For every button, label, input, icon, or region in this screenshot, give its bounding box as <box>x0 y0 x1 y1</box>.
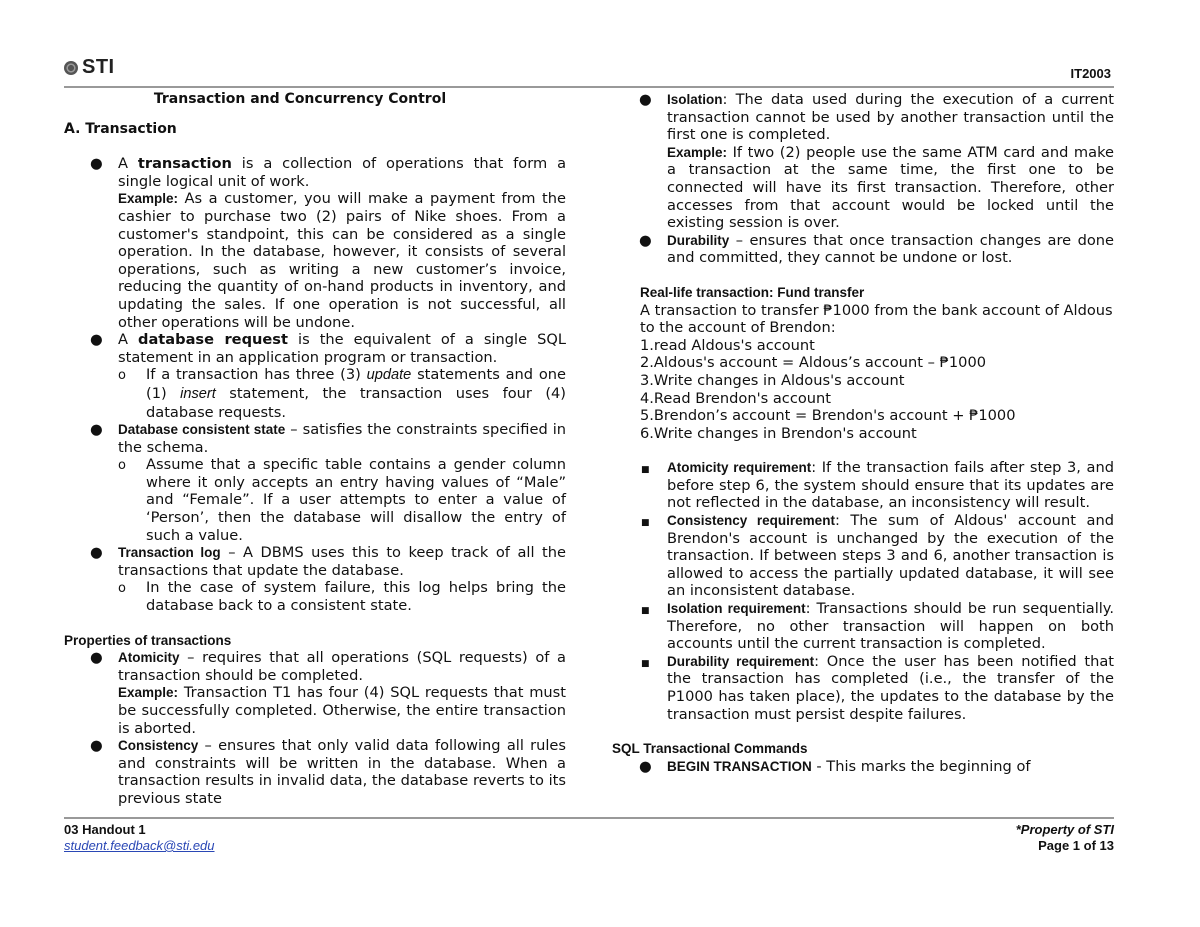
bullet-icon: ● <box>90 544 103 562</box>
properties-heading: Properties of transactions <box>64 632 232 648</box>
term-transaction: transaction <box>137 155 232 173</box>
bullet-icon: ● <box>90 737 103 755</box>
bullet-durability: ● Durability – ensures that once transaction changes are done and committed, they cannot be undone or lost. <box>639 231 1114 267</box>
square-bullet-icon: ■ <box>641 465 650 476</box>
bullet-icon: ● <box>639 757 652 775</box>
bullet-begin-transaction: ● BEGIN TRANSACTION - This marks the beginning of <box>639 757 1031 775</box>
page-number: Page 1 of 13 <box>1038 838 1114 853</box>
globe-icon <box>64 61 78 75</box>
term-database-request: database request <box>138 331 288 349</box>
requirement-consistency: ■ Consistency requirement: The sum of Aldous' account and Brendon's account is unchanged by the execution of the transaction. If between steps 3 and 6, another transaction is allowed to access the partially updated database, it will see an inconsistent database. <box>641 512 1114 600</box>
step-item: 4.Read Brendon's account <box>640 389 831 407</box>
bullet-icon: ● <box>90 421 103 439</box>
square-bullet-icon: ■ <box>641 518 650 529</box>
term-isolation: Isolation <box>667 92 723 107</box>
bullet-icon: ● <box>90 331 103 349</box>
bullet-transaction-log: ● Transaction log – A DBMS uses this to keep track of all the transactions that update the database. <box>90 544 566 579</box>
circle-bullet-icon: o <box>118 368 126 384</box>
property-label: *Property of STI <box>1015 822 1114 837</box>
handout-label: 03 Handout 1 <box>64 822 146 837</box>
requirement-atomicity: ■ Atomicity requirement: If the transaction fails after step 3, and before step 6, the system should ensure that its updates are not reflected in the database, an inconsistency will result. <box>641 459 1114 512</box>
term-consistency: Consistency <box>118 738 199 754</box>
section-a-heading: A. Transaction <box>64 120 177 137</box>
bullet-atomicity: ● Atomicity – requires that all operations (SQL requests) of a transaction should be completed. Example: Transaction T1 has four (4) SQL requests that must be successfully completed. Otherwise, the entire transaction is aborted. <box>90 649 566 737</box>
circle-bullet-icon: o <box>118 458 126 474</box>
footer-divider <box>64 817 1114 819</box>
bullet-icon: ● <box>90 649 103 667</box>
square-bullet-icon: ■ <box>641 606 650 617</box>
step-item: 6.Write changes in Brendon's account <box>640 424 917 442</box>
sub-bullet-requests: o If a transaction has three (3) update statements and one (1) insert statement, the transaction uses four (4) database requests. <box>118 366 566 421</box>
real-life-heading: Real-life transaction: Fund transfer <box>640 284 865 300</box>
step-list <box>612 337 1114 443</box>
right-column <box>612 91 1114 775</box>
left-column <box>64 91 566 808</box>
sub-bullet-failure: o In the case of system failure, this log helps bring the database back to a consistent state. <box>118 579 566 615</box>
feedback-email-link[interactable]: student.feedback@sti.edu <box>64 838 215 853</box>
bullet-consistent-state: ● Database consistent state – satisfies the constraints specified in the schema. <box>90 421 567 456</box>
example-label: Example: <box>667 144 728 160</box>
term-transaction-log: Transaction log <box>118 545 221 561</box>
logo-text: STI <box>82 56 115 78</box>
bullet-icon: ● <box>639 231 652 249</box>
bullet-consistency: ● Consistency – ensures that only valid data following all rules and constraints will be written in the database. When a transaction results in invalid data, the database reverts to its previous state <box>90 737 566 807</box>
bullet-icon: ● <box>639 91 652 108</box>
real-life-intro: A transaction to transfer ₱1000 from the bank account of Aldous to the account of Brendon: <box>640 301 1113 337</box>
requirement-isolation: ■ Isolation requirement: Transactions should be run sequentially. Therefore, no other transaction will happen on both accounts until the current transaction is completed. <box>641 600 1114 653</box>
bullet-isolation: ● Isolation: The data used during the execution of a current transaction cannot be used by another transaction until the first one is completed. Example: If two (2) people use the same ATM card and make a transaction at the same time, the first one to be connected will have its first transaction. Therefore, other accesses from that account would be locked until the existing session is over. <box>639 91 1114 232</box>
bullet-icon: ● <box>90 155 103 173</box>
term-consistent-state: Database consistent state <box>118 422 286 438</box>
page-title: Transaction and Concurrency Control <box>153 91 447 107</box>
bullet-database-request: ● A database request is the equivalent of a single SQL statement in an application program or transaction. <box>90 331 566 366</box>
requirement-durability: ■ Durability requirement: Once the user has been notified that the transaction has completed (i.e., the transfer of the P1000 has taken place), the updates to the database by the transaction must persist despite failures. <box>641 652 1115 723</box>
circle-bullet-icon: o <box>118 581 126 597</box>
sub-bullet-gender: o Assume that a specific table contains a gender column where it only accepts an entry having values of “Male” and “Female”. If a user attempts to enter a value of ‘Person’, then the database will disallow the entry of such a value. <box>118 456 566 544</box>
header-divider <box>64 86 1114 88</box>
bullet-transaction: ● A transaction is a collection of operations that form a single logical unit of work. Example: As a customer, you will make a payment from the cashier to purchase two (2) pairs of Nike shoes. From a customer's standpoint, this can be considered as a single operation. In the database, however, it consists of several operations, such as writing a new customer’s invoice, reducing the quantity of on-hand products in inventory, and updating the sales. If one operation is not successful, all other operations will be undone. <box>90 155 567 331</box>
term-atomicity: Atomicity <box>118 650 180 666</box>
term-durability: Durability <box>667 232 730 248</box>
step-item: 1.read Aldous's account <box>640 336 815 354</box>
step-item: 5.Brendon’s account = Brendon's account + ₱1000 <box>640 407 1016 425</box>
sti-logo <box>64 56 115 79</box>
step-item: 3.Write changes in Aldous's account <box>640 371 905 389</box>
sql-commands-heading: SQL Transactional Commands <box>612 741 808 757</box>
step-item: 2.Aldous's account = Aldous’s account – ₱1000 <box>640 354 987 372</box>
example-label: Example: <box>118 191 179 207</box>
example-label: Example: <box>118 685 179 701</box>
course-code: IT2003 <box>1070 66 1111 81</box>
square-bullet-icon: ■ <box>641 658 650 669</box>
